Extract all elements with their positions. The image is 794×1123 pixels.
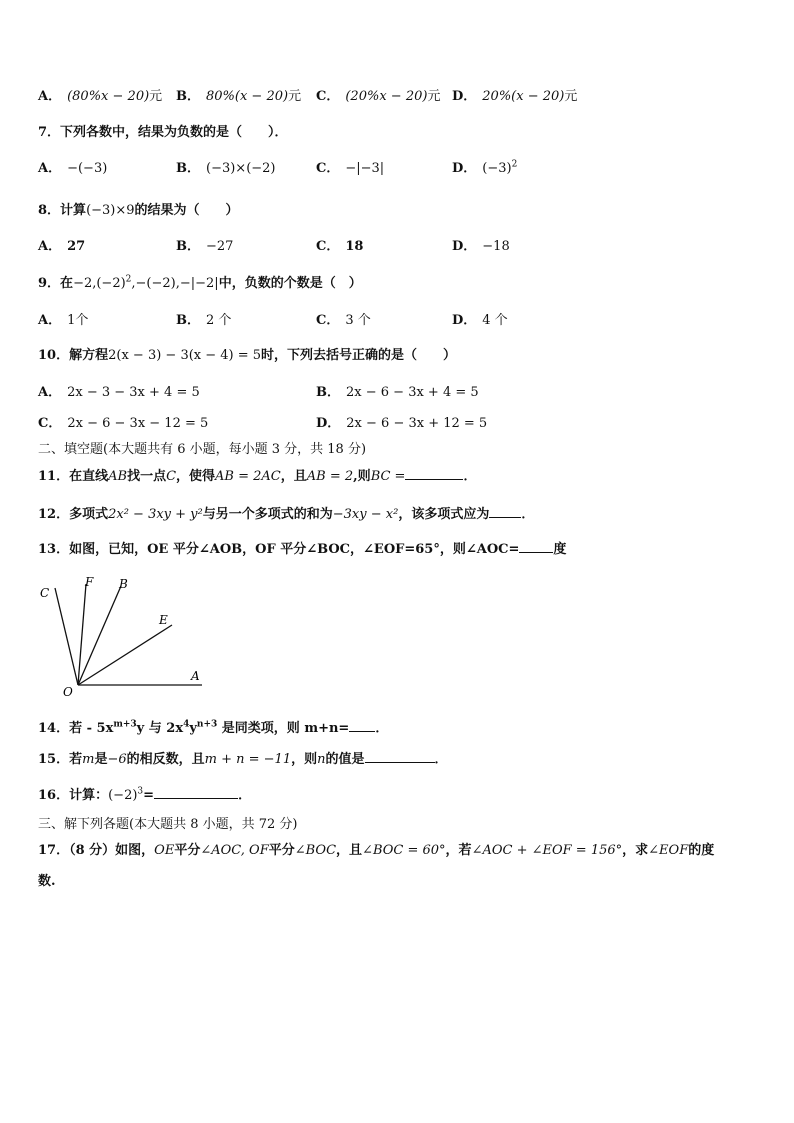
q16-stem: 16．计算：$(-2)^3=$ ． <box>38 786 252 803</box>
q10-option-a: A． 2x − 3 − 3x + 4 = 5 <box>38 385 200 400</box>
label-o: O <box>63 685 73 699</box>
q10-stem: 10．解方程2(x − 3) − 3(x − 4) = 5时，下列去括号正确的是（ ） <box>38 348 457 363</box>
label-e: E <box>159 613 168 627</box>
q7-option-c: C． −|−3| <box>316 161 385 176</box>
q9-stem: 9．在$-2,(-2)^2,-(-2),-|-2|$中，负数的个数是（ ） <box>38 274 362 291</box>
q9-option-b: B． 2 个 <box>176 313 232 328</box>
q13-stem: 13．如图，已知，OE 平分∠AOB，OF 平分∠BOC，∠EOF=65°，则∠AOC= 度 <box>38 542 567 557</box>
q11-stem: 11．在直线AB找一点C，使得AB = 2AC，且AB = 2,则BC = ． <box>38 469 477 484</box>
label-c: C <box>40 586 50 600</box>
q7-stem: 7．下列各数中，结果为负数的是（ ）． <box>38 125 288 140</box>
answer-blank[interactable] <box>519 540 553 553</box>
q14-stem: 14．若 - $5x^{m+3}y$ 与 $2x^4y^{n+3}$ 是同类项，则 m+n= ． <box>38 719 389 736</box>
answer-blank[interactable] <box>405 467 463 480</box>
q15-stem: 15．若m是−6的相反数，且m + n = −11，则n的值是 ． <box>38 752 448 767</box>
q10-option-c: C． 2x − 6 − 3x − 12 = 5 <box>38 416 209 431</box>
q8-option-b: B． −27 <box>176 239 234 254</box>
q10-option-d: D． 2x − 6 − 3x + 12 = 5 <box>316 416 488 431</box>
q17-continuation: 数. <box>38 874 56 889</box>
label-a: A <box>191 669 200 683</box>
answer-blank[interactable] <box>489 505 521 518</box>
q7-option-d: D． $(-3)^2$ <box>452 159 518 176</box>
q6-option-a: A． (80%x − 20)元 <box>38 89 163 104</box>
q7-option-a: A． −(−3) <box>38 161 108 176</box>
q8-stem: 8．计算(−3)×9的结果为（ ） <box>38 203 239 218</box>
q7-option-b: B． (−3)×(−2) <box>176 161 276 176</box>
section-heading-fill-in: 二、填空题(本大题共有 6 小题，每小题 3 分，共 18 分) <box>38 442 367 457</box>
q10-option-b: B． 2x − 6 − 3x + 4 = 5 <box>316 385 479 400</box>
answer-blank[interactable] <box>365 750 435 763</box>
q17-stem: 17．（8 分）如图，OE平分∠AOC, OF平分∠BOC，且∠BOC = 60°，若∠AOC + ∠EOF = 156°，求∠EOF的度 <box>38 843 715 858</box>
q9-option-c: C． 3 个 <box>316 313 371 328</box>
section-heading-solve: 三、解下列各题(本大题共 8 小题，共 72 分) <box>38 817 298 832</box>
q6-option-b: B． 80%(x − 20)元 <box>176 89 302 104</box>
answer-blank[interactable] <box>154 786 238 799</box>
q8-option-d: D． −18 <box>452 239 510 254</box>
q9-option-a: A． 1个 <box>38 313 89 328</box>
ray-oe <box>78 625 172 685</box>
q8-option-c: C． 18 <box>316 239 364 254</box>
q6-option-c: C． (20%x − 20)元 <box>316 89 441 104</box>
q12-stem: 12．多项式2x² − 3xy + y²与另一个多项式的和为−3xy − x²，该多项式应为 ． <box>38 507 535 522</box>
label-f: F <box>85 575 94 589</box>
ray-oc <box>55 588 78 685</box>
answer-blank[interactable] <box>349 719 375 732</box>
q9-option-d: D． 4 个 <box>452 313 508 328</box>
q8-option-a: A． 27 <box>38 239 86 254</box>
q6-option-d: D． 20%(x − 20)元 <box>452 89 578 104</box>
label-b: B <box>119 577 128 591</box>
angle-figure <box>30 570 220 705</box>
